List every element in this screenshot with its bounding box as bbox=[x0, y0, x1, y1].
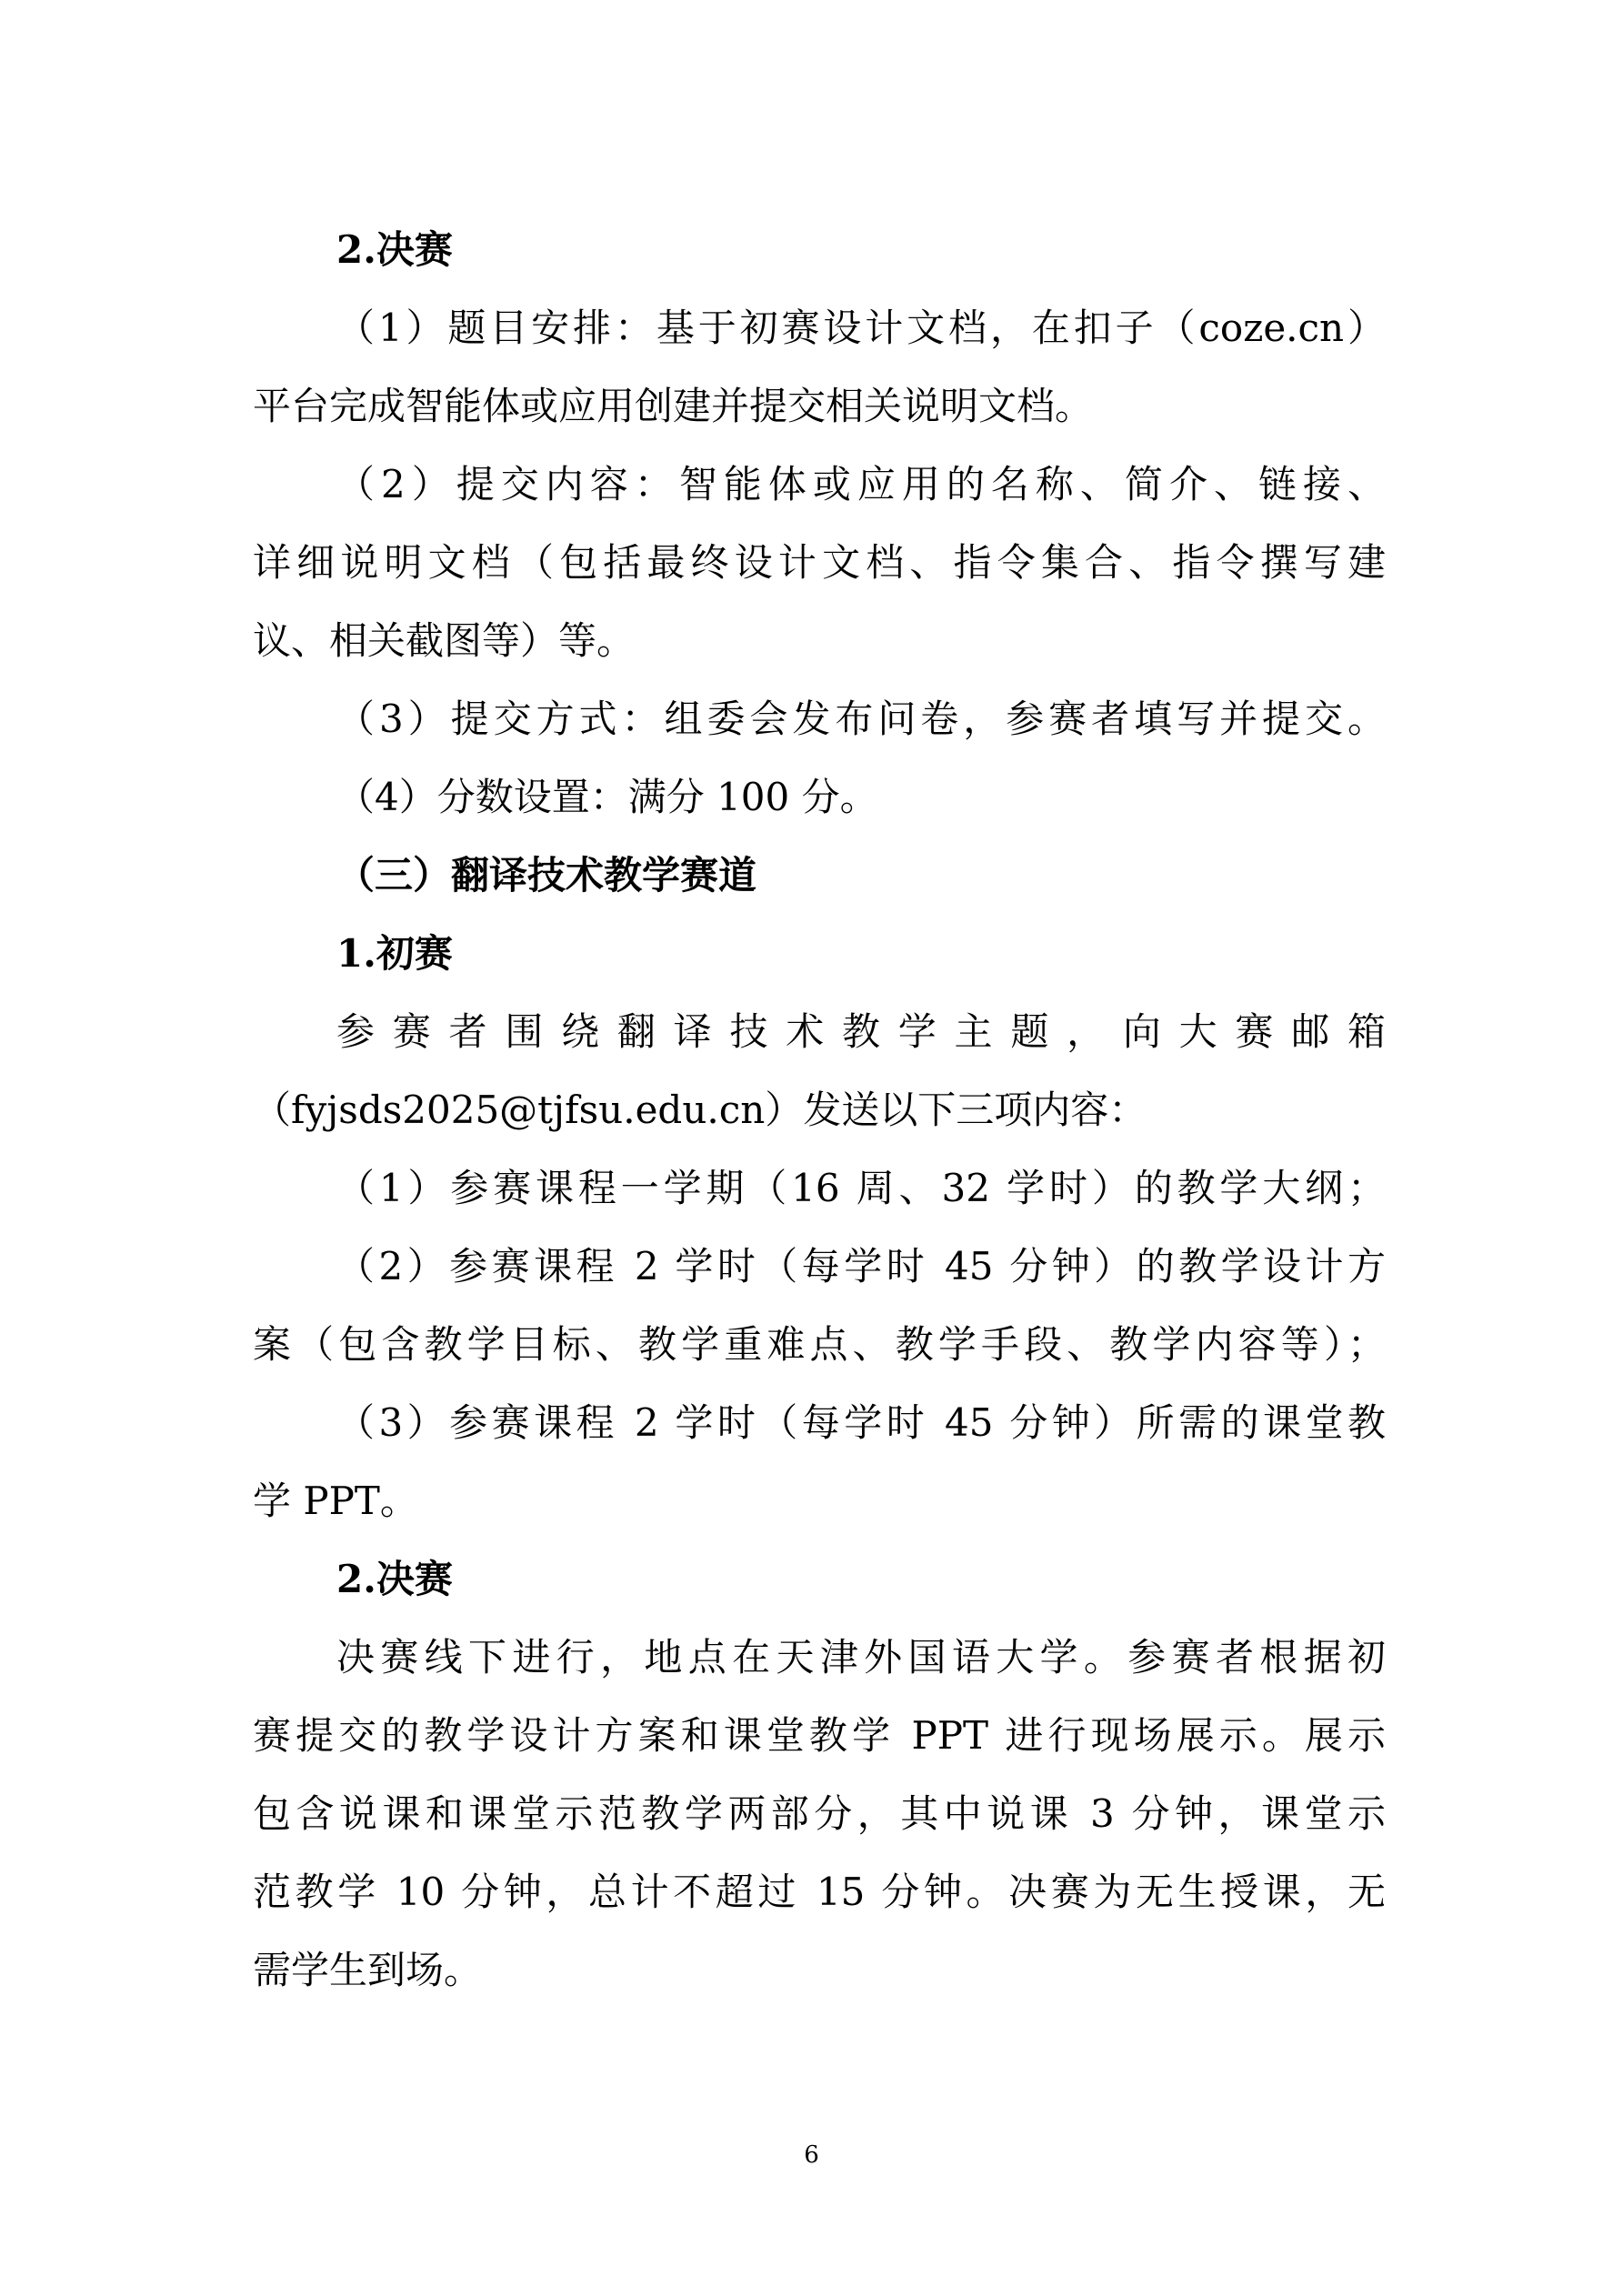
page-number: 6 bbox=[804, 2141, 819, 2169]
heading-final-round: 2.决赛 bbox=[336, 1557, 453, 1601]
paragraph-line: （1）参赛课程一学期（16 周、32 学时）的教学大纲； bbox=[336, 1166, 1386, 1210]
paragraph-line: 详细说明文档（包括最终设计文档、指令集合、指令撰写建 bbox=[253, 540, 1386, 585]
paragraph-line: （fyjsds2025@tjfsu.edu.cn）发送以下三项内容： bbox=[253, 1088, 1147, 1132]
paragraph-line: 范教学 10 分钟，总计不超过 15 分钟。决赛为无生授课，无 bbox=[253, 1870, 1386, 1914]
paragraph-line: 议、相关截图等）等。 bbox=[253, 618, 636, 663]
heading-preliminary-round: 1.初赛 bbox=[336, 931, 453, 976]
heading-final-round: 2.决赛 bbox=[336, 227, 453, 272]
paragraph-line: （3）提交方式：组委会发布问卷，参赛者填写并提交。 bbox=[336, 697, 1386, 741]
section-heading-translation-track: （三）翻译技术教学赛道 bbox=[336, 853, 757, 897]
paragraph-line: 学 PPT。 bbox=[253, 1479, 418, 1523]
paragraph-line: 平台完成智能体或应用创建并提交相关说明文档。 bbox=[253, 384, 1094, 428]
paragraph-line: 需学生到场。 bbox=[253, 1948, 483, 1992]
paragraph-line: （4）分数设置：满分 100 分。 bbox=[336, 775, 878, 819]
paragraph-line: 赛提交的教学设计方案和课堂教学 PPT 进行现场展示。展示 bbox=[253, 1713, 1386, 1758]
paragraph-line: （2）提交内容：智能体或应用的名称、简介、链接、 bbox=[336, 462, 1386, 506]
paragraph-line: （1）题目安排：基于初赛设计文档，在扣子（coze.cn） bbox=[336, 306, 1386, 350]
paragraph-line: 决赛线下进行，地点在天津外国语大学。参赛者根据初 bbox=[336, 1635, 1386, 1679]
paragraph-line: （2）参赛课程 2 学时（每学时 45 分钟）的教学设计方 bbox=[336, 1244, 1386, 1288]
paragraph-line: 参赛者围绕翻译技术教学主题，向大赛邮箱 bbox=[336, 1009, 1386, 1054]
paragraph-line: 案（包含教学目标、教学重难点、教学手段、教学内容等）； bbox=[253, 1322, 1386, 1367]
paragraph-line: 包含说课和课堂示范教学两部分，其中说课 3 分钟，课堂示 bbox=[253, 1791, 1386, 1836]
paragraph-line: （3）参赛课程 2 学时（每学时 45 分钟）所需的课堂教 bbox=[336, 1400, 1386, 1445]
